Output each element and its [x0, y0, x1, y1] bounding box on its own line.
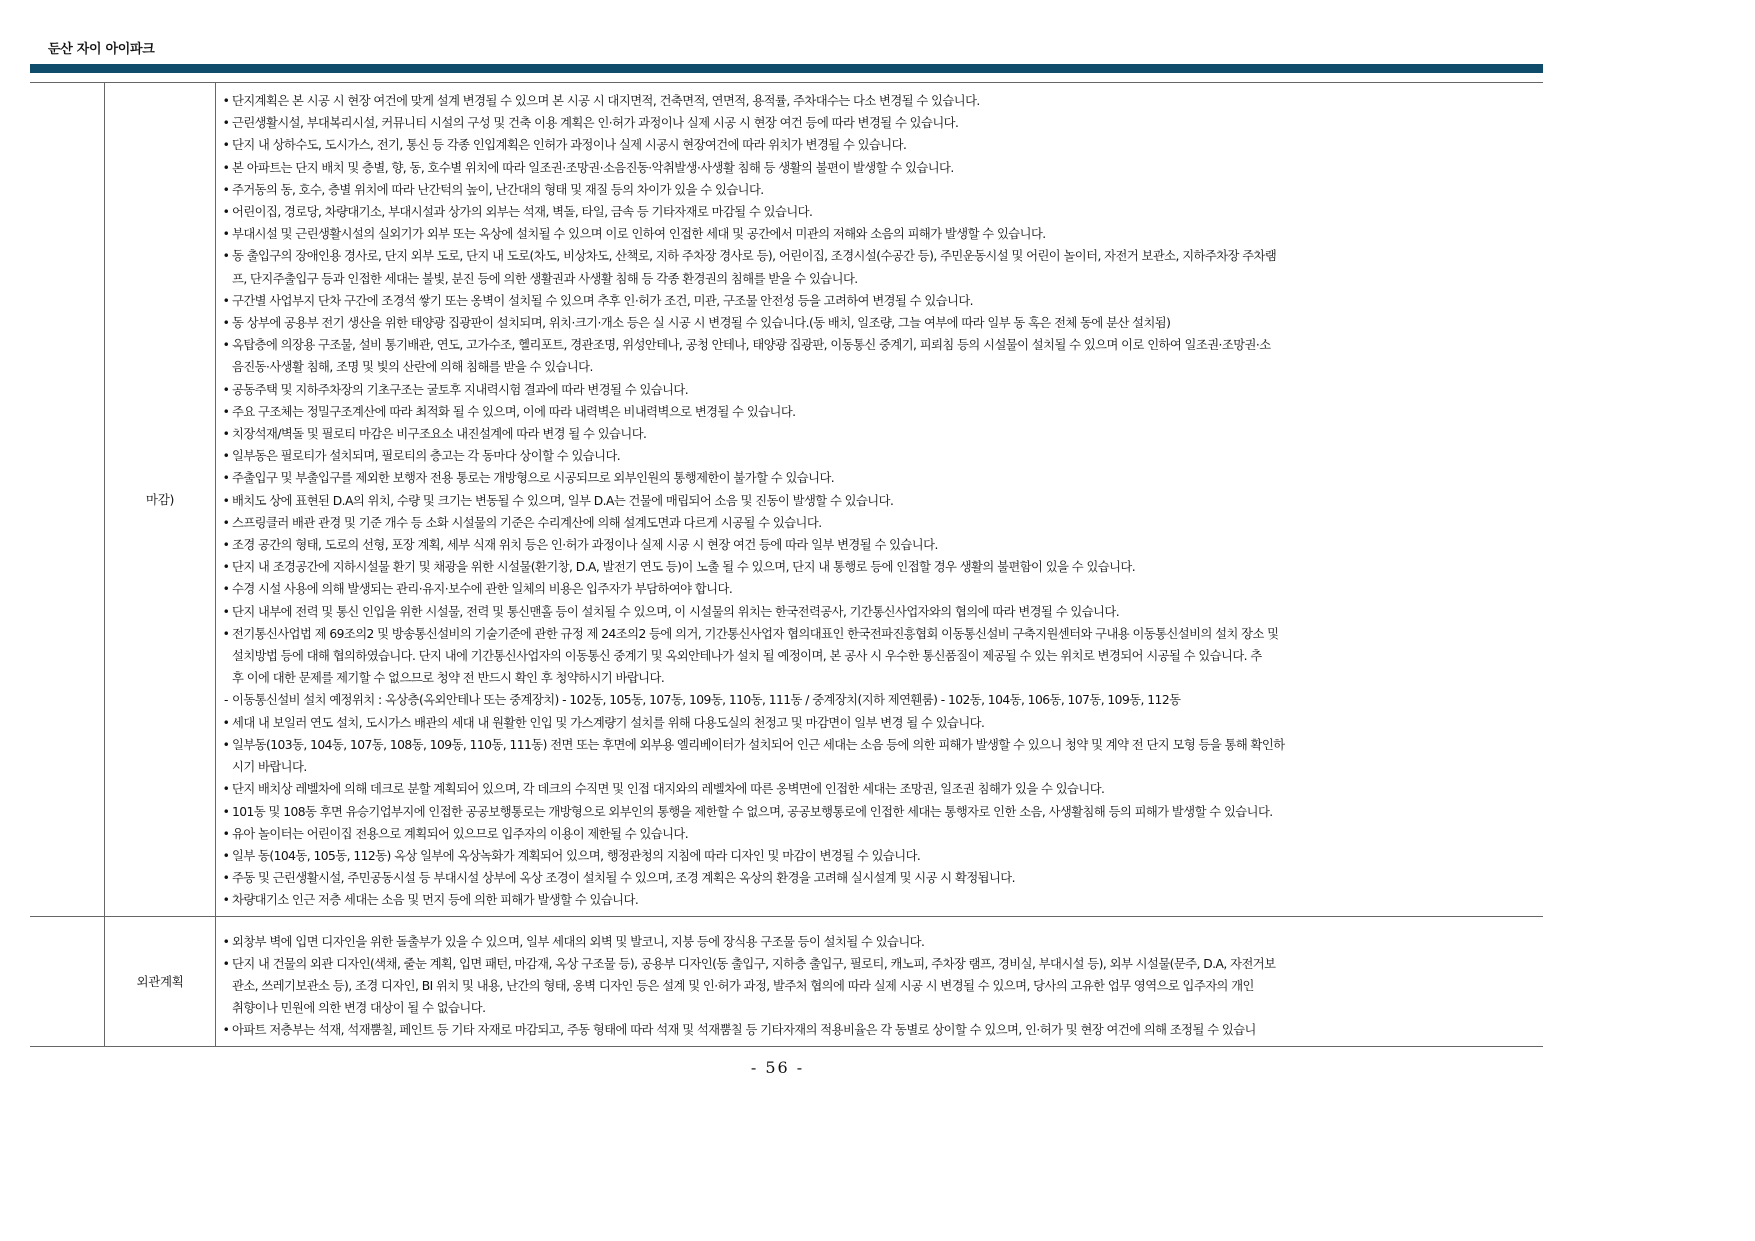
bullet-text: 아파트 저층부는 석재, 석재뿜칠, 페인트 등 기타 자재로 마감되고, 주동 형태에 따라 석재 및 석재뿜칠 등 기타자재의 적용비율은 각 동별로 상이할 수 있으며, 인·허가 및 현장 여건에 의해 조정될 수 있습니	[232, 1023, 1256, 1038]
bullet-continuation	[220, 356, 1533, 378]
bullet-marker: •	[222, 604, 230, 619]
bullet-item	[220, 134, 1533, 156]
bullet-text: 부대시설 및 근린생활시설의 실외기가 외부 또는 옥상에 설치될 수 있으며 이로 인하여 인접한 세대 및 공간에서 미관의 저해와 소음의 피해가 발생할 수 있습니다.	[232, 227, 1046, 242]
bullet-marker: •	[222, 1023, 230, 1038]
bullet-text: 일부동은 필로티가 설치되며, 필로티의 층고는 각 동마다 상이할 수 있습니다.	[232, 449, 621, 464]
bullet-marker: •	[222, 227, 230, 242]
bullet-continuation	[220, 645, 1533, 667]
bullet-text: 단지 내부에 전력 및 통신 인입을 위한 시설물, 전력 및 통신맨홀 등이 설치될 수 있으며, 이 시설물의 위치는 한국전력공사, 기간통신사업자와의 협의에 따라 변경될 수 있습니다.	[232, 604, 1120, 619]
bullet-marker: •	[222, 182, 230, 197]
bullet-item	[220, 931, 1533, 953]
bullet-item	[220, 889, 1533, 911]
bullet-item	[220, 90, 1533, 112]
bullet-marker	[220, 645, 232, 667]
bullet-marker: •	[222, 116, 230, 131]
bullet-marker	[220, 356, 232, 378]
bullet-continuation	[220, 667, 1533, 689]
bullet-text: 주출입구 및 부출입구를 제외한 보행자 전용 통로는 개방형으로 시공되므로 외부인원의 통행제한이 불가할 수 있습니다.	[232, 471, 835, 486]
bullet-text: 치장석재/벽돌 및 필로티 마감은 비구조요소 내진설계에 따라 변경 될 수 있습니다.	[232, 427, 647, 442]
section-label: 마감)	[105, 83, 216, 916]
bullet-item	[220, 423, 1533, 445]
document-title: 둔산 자이 아이파크	[48, 42, 155, 57]
bullet-text: 공동주택 및 지하주차장의 기초구조는 굴토후 지내력시험 결과에 따라 변경될 수 있습니다.	[232, 382, 689, 397]
bullet-text: 배치도 상에 표현된 D.A의 위치, 수량 및 크기는 변동될 수 있으며, 일부 D.A는 건물에 매립되어 소음 및 진동이 발생할 수 있습니다.	[232, 493, 894, 508]
bullet-text: 관소, 쓰레기보관소 등), 조경 디자인, BI 위치 및 내용, 난간의 형태, 옹벽 디자인 등은 설계 및 인·허가 과정, 발주처 협의에 따라 실제 시공 시 변경될 수 있으며, 당사의 고유한 업무 영역으로 입주자의 개인	[232, 978, 1254, 993]
bullet-marker: •	[222, 160, 230, 175]
bullet-item	[220, 1019, 1533, 1041]
header-bar	[30, 64, 1543, 73]
bullet-item	[220, 734, 1533, 756]
bullet-marker: •	[222, 956, 230, 971]
bullet-text: 옥탑층에 의장용 구조물, 설비 통기배관, 연도, 고가수조, 헬리포트, 경관조명, 위성안테나, 공청 안테나, 태양광 집광판, 이동통신 중계기, 피뢰침 등의 시설물이 설치될 수 있으며 이로 인하여 일조권·조망권·소	[232, 338, 1271, 353]
bullet-marker: •	[222, 626, 230, 641]
bullet-text: 조경 공간의 형태, 도로의 선형, 포장 계획, 세부 식재 위치 등은 인·허가 과정이나 실제 시공 시 현장 여건 등에 따라 일부 변경될 수 있습니다.	[232, 538, 938, 553]
bullet-marker: •	[222, 205, 230, 220]
bullet-text: 주동 및 근린생활시설, 주민공동시설 등 부대시설 상부에 옥상 조경이 설치될 수 있으며, 조경 계획은 옥상의 환경을 고려해 실시설계 및 시공 시 확정됩니다.	[232, 871, 1015, 886]
bullet-marker: •	[222, 382, 230, 397]
bullet-text: 본 아파트는 단지 배치 및 층별, 향, 동, 호수별 위치에 따라 일조권·조망권·소음진동·악취발생·사생활 침해 등 생활의 불편이 발생할 수 있습니다.	[232, 160, 954, 175]
bullet-item	[220, 823, 1533, 845]
bullet-item	[220, 556, 1533, 578]
bullet-continuation	[220, 997, 1533, 1019]
section-content	[216, 83, 1543, 916]
category-cell	[30, 83, 105, 916]
bullet-text: 설치방법 등에 대해 협의하였습니다. 단지 내에 기간통신사업자의 이동통신 중계기 및 옥외안테나가 설치 될 예정이며, 본 공사 시 우수한 통신품질이 제공될 수 있는 위치로 변경되어 시공될 수 있습니다. 추	[232, 649, 1262, 664]
notice-table	[30, 82, 1543, 1047]
bullet-marker: •	[222, 249, 230, 264]
bullet-item	[220, 179, 1533, 201]
bullet-marker: •	[222, 404, 230, 419]
bullet-text: 전기통신사업법 제 69조의2 및 방송통신설비의 기술기준에 관한 규정 제 24조의2 등에 의거, 기간통신사업자 협의대표인 한국전파진흥협회 이동통신설비 구축지원센터와 구내용 이동통신설비의 설치 장소 및	[232, 626, 1279, 641]
bullet-item	[220, 712, 1533, 734]
bullet-text: 단지 내 건물의 외관 디자인(색채, 줄눈 계획, 입면 패턴, 마감재, 옥상 구조물 등), 공용부 디자인(동 출입구, 지하층 출입구, 필로티, 캐노피, 주차장 램프, 경비실, 부대시설 등), 외부 시설물(문주, D.A, 자전거보	[232, 956, 1276, 971]
bullet-marker: •	[222, 782, 230, 797]
bullet-marker: •	[222, 582, 230, 597]
bullet-marker: •	[222, 848, 230, 863]
bullet-marker: -	[224, 693, 228, 708]
bullet-item	[220, 223, 1533, 245]
bullet-item	[220, 689, 1533, 711]
bullet-item	[220, 112, 1533, 134]
bullet-marker: •	[222, 893, 230, 908]
bullet-item	[220, 601, 1533, 623]
bullet-item	[220, 512, 1533, 534]
bullet-marker: •	[222, 427, 230, 442]
bullet-item	[220, 445, 1533, 467]
bullet-continuation	[220, 975, 1533, 997]
bullet-item	[220, 801, 1533, 823]
bullet-marker: •	[222, 560, 230, 575]
bullet-continuation	[220, 268, 1533, 290]
bullet-text: 이동통신설비 설치 예정위치 : 옥상층(옥외안테나 또는 중계장치) - 102동, 105동, 107동, 109동, 110동, 111동 / 중계장치(지하 제연휀룸) - 102동, 104동, 106동, 107동, 109동, 112동	[232, 693, 1181, 708]
bullet-marker: •	[222, 293, 230, 308]
bullet-item	[220, 312, 1533, 334]
bullet-text: 세대 내 보일러 연도 설치, 도시가스 배관의 세대 내 원활한 인입 및 가스계량기 설치를 위해 다용도실의 천정고 및 마감면이 일부 변경 될 수 있습니다.	[232, 715, 985, 730]
bullet-text: 음진동·사생활 침해, 조명 및 빛의 산란에 의해 침해를 받을 수 있습니다.	[232, 360, 593, 375]
bullet-marker: •	[222, 471, 230, 486]
bullet-marker: •	[222, 449, 230, 464]
section-content	[216, 917, 1543, 1046]
bullet-item	[220, 334, 1533, 356]
page-number: - 56 -	[750, 1058, 805, 1077]
bullet-text: 단지 배치상 레벨차에 의해 데크로 분할 계획되어 있으며, 각 데크의 수직면 및 인접 대지와의 레벨차에 따른 옹벽면에 인접한 세대는 조망권, 일조권 침해가 있을 수 있습니다.	[232, 782, 1105, 797]
bullet-text: 동 상부에 공용부 전기 생산을 위한 태양광 집광판이 설치되며, 위치·크기·개소 등은 실 시공 시 변경될 수 있습니다.(동 배치, 일조량, 그늘 여부에 따라 일부 동 혹은 전체 동에 분산 설치됨)	[232, 316, 1171, 331]
bullet-marker: •	[222, 338, 230, 353]
bullet-item	[220, 778, 1533, 800]
bullet-marker: •	[222, 94, 230, 108]
bullet-item	[220, 578, 1533, 600]
bullet-item	[220, 623, 1533, 645]
section-row-finishing	[30, 83, 1543, 916]
bullet-text: 주거동의 동, 호수, 층별 위치에 따라 난간턱의 높이, 난간대의 형태 및 재질 등의 차이가 있을 수 있습니다.	[232, 182, 764, 197]
bullet-item	[220, 867, 1533, 889]
bullet-item	[220, 845, 1533, 867]
bullet-text: 프, 단지주출입구 등과 인접한 세대는 불빛, 분진 등에 의한 생활권과 사생활 침해 등 각종 환경권의 침해를 받을 수 있습니다.	[232, 271, 858, 286]
bullet-text: 근린생활시설, 부대복리시설, 커뮤니티 시설의 구성 및 건축 이용 계획은 인·허가 과정이나 실제 시공 시 현장 여건 등에 따라 변경될 수 있습니다.	[232, 116, 959, 131]
bullet-item	[220, 245, 1533, 267]
bullet-item	[220, 290, 1533, 312]
bullet-text: 외창부 벽에 입면 디자인을 위한 돌출부가 있을 수 있으며, 일부 세대의 외벽 및 발코니, 지붕 등에 장식용 구조물 등이 설치될 수 있습니다.	[232, 934, 925, 949]
bullet-text: 수경 시설 사용에 의해 발생되는 관리·유지·보수에 관한 일체의 비용은 입주자가 부담하여야 합니다.	[232, 582, 733, 597]
bullet-marker: •	[222, 515, 230, 530]
bullet-text: 단지 내 조경공간에 지하시설물 환기 및 채광을 위한 시설물(환기창, D.A, 발전기 연도 등)이 노출 될 수 있으며, 단지 내 통행로 등에 인접할 경우 생활의 불편함이 있을 수 있습니다.	[232, 560, 1136, 575]
bullet-item	[220, 401, 1533, 423]
bullet-marker: •	[222, 804, 230, 819]
bullet-marker	[220, 997, 232, 1019]
bullet-text: 동 출입구의 장애인용 경사로, 단지 외부 도로, 단지 내 도로(차도, 비상차도, 산책로, 지하 주차장 경사로 등), 어린이집, 조경시설(수공간 등), 주민운동시설 및 어린이 놀이터, 자전거 보관소, 지하주차장 주차램	[232, 249, 1277, 264]
bullet-marker	[220, 975, 232, 997]
bullet-marker	[220, 667, 232, 689]
bullet-item	[220, 953, 1533, 975]
bullet-text: 일부동(103동, 104동, 107동, 108동, 109동, 110동, 111동) 전면 또는 후면에 외부용 엘리베이터가 설치되어 인근 세대는 소음 등에 의한 피해가 발생할 수 있으니 청약 및 계약 전 단지 모형 등을 통해 확인하	[232, 737, 1285, 752]
bullet-text: 후 이에 대한 문제를 제기할 수 없으므로 청약 전 반드시 확인 후 청약하시기 바랍니다.	[232, 671, 665, 686]
bullet-item	[220, 534, 1533, 556]
category-cell	[30, 917, 105, 1046]
bullet-item	[220, 157, 1533, 179]
bullet-text: 단지계획은 본 시공 시 현장 여건에 맞게 설계 변경될 수 있으며 본 시공 시 대지면적, 건축면적, 연면적, 용적률, 주차대수는 다소 변경될 수 있습니다.	[232, 94, 980, 108]
bullet-marker	[220, 268, 232, 290]
bullet-text: 구간별 사업부지 단차 구간에 조경석 쌓기 또는 옹벽이 설치될 수 있으며 추후 인·허가 조건, 미관, 구조물 안전성 등을 고려하여 변경될 수 있습니다.	[232, 293, 974, 308]
bullet-marker: •	[222, 538, 230, 553]
bullet-marker: •	[222, 715, 230, 730]
bullet-item	[220, 201, 1533, 223]
bullet-text: 101동 및 108동 후면 유승기업부지에 인접한 공공보행통로는 개방형으로 외부인의 통행을 제한할 수 없으며, 공공보행통로에 인접한 세대는 통행자로 인한 소음, 사생활침해 등의 피해가 발생할 수 있습니다.	[232, 804, 1273, 819]
bullet-text: 주요 구조체는 정밀구조계산에 따라 최적화 될 수 있으며, 이에 따라 내력벽은 비내력벽으로 변경될 수 있습니다.	[232, 404, 796, 419]
bullet-item	[220, 379, 1533, 401]
bullet-text: 단지 내 상하수도, 도시가스, 전기, 통신 등 각종 인입계획은 인허가 과정이나 실제 시공시 현장여건에 따라 위치가 변경될 수 있습니다.	[232, 138, 907, 153]
bullet-text: 시기 바랍니다.	[232, 760, 307, 775]
bullet-text: 취향이나 민원에 의한 변경 대상이 될 수 없습니다.	[232, 1001, 486, 1016]
bullet-text: 스프링클러 배관 관경 및 기준 개수 등 소화 시설물의 기준은 수리계산에 의해 설계도면과 다르게 시공될 수 있습니다.	[232, 515, 822, 530]
section-label: 외관계획	[105, 917, 216, 1046]
bullet-text: 유아 놀이터는 어린이집 전용으로 계획되어 있으므로 입주자의 이용이 제한될 수 있습니다.	[232, 826, 689, 841]
bullet-marker: •	[222, 138, 230, 153]
bullet-text: 일부 동(104동, 105동, 112동) 옥상 일부에 옥상녹화가 계획되어 있으며, 행정관청의 지침에 따라 디자인 및 마감이 변경될 수 있습니다.	[232, 848, 921, 863]
bullet-continuation	[220, 756, 1533, 778]
section-row-exterior	[30, 916, 1543, 1046]
bullet-text: 어린이집, 경로당, 차량대기소, 부대시설과 상가의 외부는 석재, 벽돌, 타일, 금속 등 기타자재로 마감될 수 있습니다.	[232, 205, 813, 220]
bullet-marker	[220, 756, 232, 778]
bullet-text: 차량대기소 인근 저층 세대는 소음 및 먼지 등에 의한 피해가 발생할 수 있습니다.	[232, 893, 639, 908]
bullet-marker: •	[222, 871, 230, 886]
bullet-marker: •	[222, 934, 230, 949]
bullet-marker: •	[222, 316, 230, 331]
bullet-marker: •	[222, 737, 230, 752]
bullet-marker: •	[222, 826, 230, 841]
bullet-item	[220, 490, 1533, 512]
bullet-item	[220, 467, 1533, 489]
bullet-marker: •	[222, 493, 230, 508]
